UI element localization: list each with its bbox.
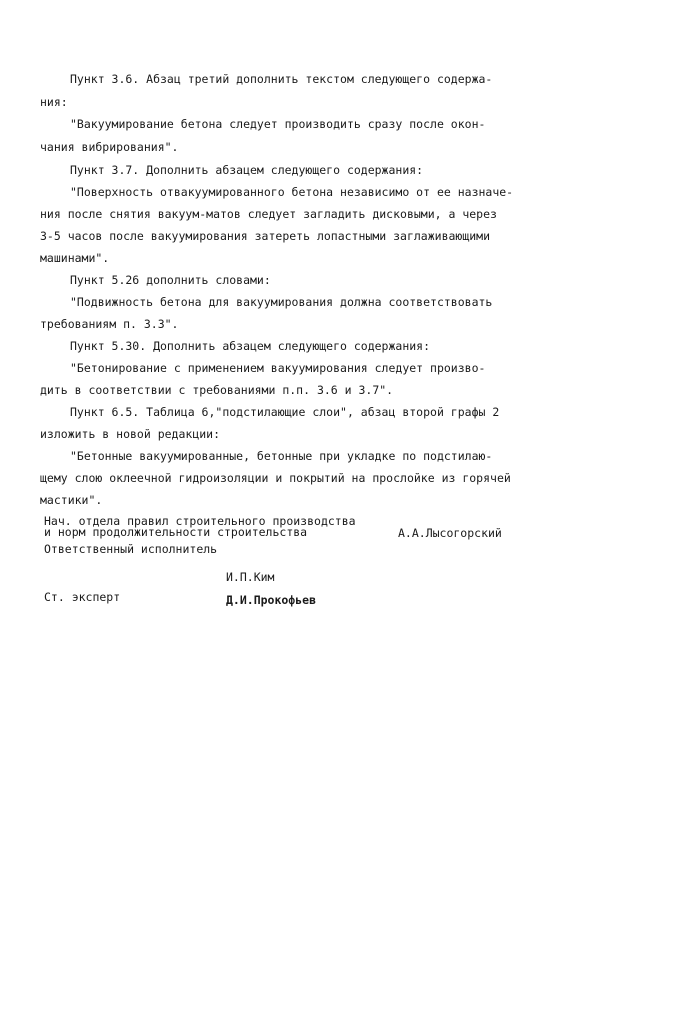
paragraph-line: изложить в новой редакции: [40,427,221,441]
paragraph-line: ния после снятия вакуум-матов следует загладить дисковыми, а через [40,207,497,221]
paragraph-line: требованиям п. 3.3". [40,317,179,331]
paragraph-line: чания вибрирования". [40,140,179,154]
paragraph-line: машинами". [40,251,110,265]
paragraph-line: Пункт 5.26 дополнить словами: [70,273,271,287]
expert-title: Ст. эксперт [44,590,121,604]
executor-name: И.П.Ким [226,570,275,584]
head-title-line2: и норм продолжительности строительства [44,525,308,539]
paragraph-line: щему слою оклеечной гидроизоляции и покрытий на прослойке из горячей [40,471,511,485]
paragraph-line: мастики". [40,493,103,507]
executor-title: Ответственный исполнитель [44,542,218,556]
paragraph-line: "Бетонные вакуумированные, бетонные при укладке по подстилаю- [70,449,493,463]
paragraph-line: Пункт 3.7. Дополнить абзацем следующего содержания: [70,163,424,177]
head-title-line1: Нач. отдела правил строительного производства [44,514,356,528]
paragraph-line: "Подвижность бетона для вакуумирования должна соответствовать [70,295,493,309]
paragraph-line: 3-5 часов после вакуумирования затереть лопастными заглаживающими [40,229,491,243]
head-name: А.А.Лысогорский [398,526,502,540]
paragraph-line: "Поверхность отвакуумированного бетона независимо от ее назначе- [70,185,514,199]
paragraph-line: дить в соответствии с требованиями п.п. 3.6 и 3.7". [40,383,394,397]
paragraph-line: "Бетонирование с применением вакуумирования следует произво- [70,361,486,375]
expert-name: Д.И.Прокофьев [226,593,317,607]
paragraph-line: "Вакуумирование бетона следует производить сразу после окон- [70,117,486,131]
paragraph-line: Пункт 6.5. Таблица 6,"подстилающие слои", абзац второй графы 2 [70,405,500,419]
paragraph-line: ния: [40,95,68,109]
paragraph-line: Пункт 3.6. Абзац третий дополнить текстом следующего содержа- [70,72,493,86]
paragraph-line: Пункт 5.30. Дополнить абзацем следующего содержания: [70,339,431,353]
